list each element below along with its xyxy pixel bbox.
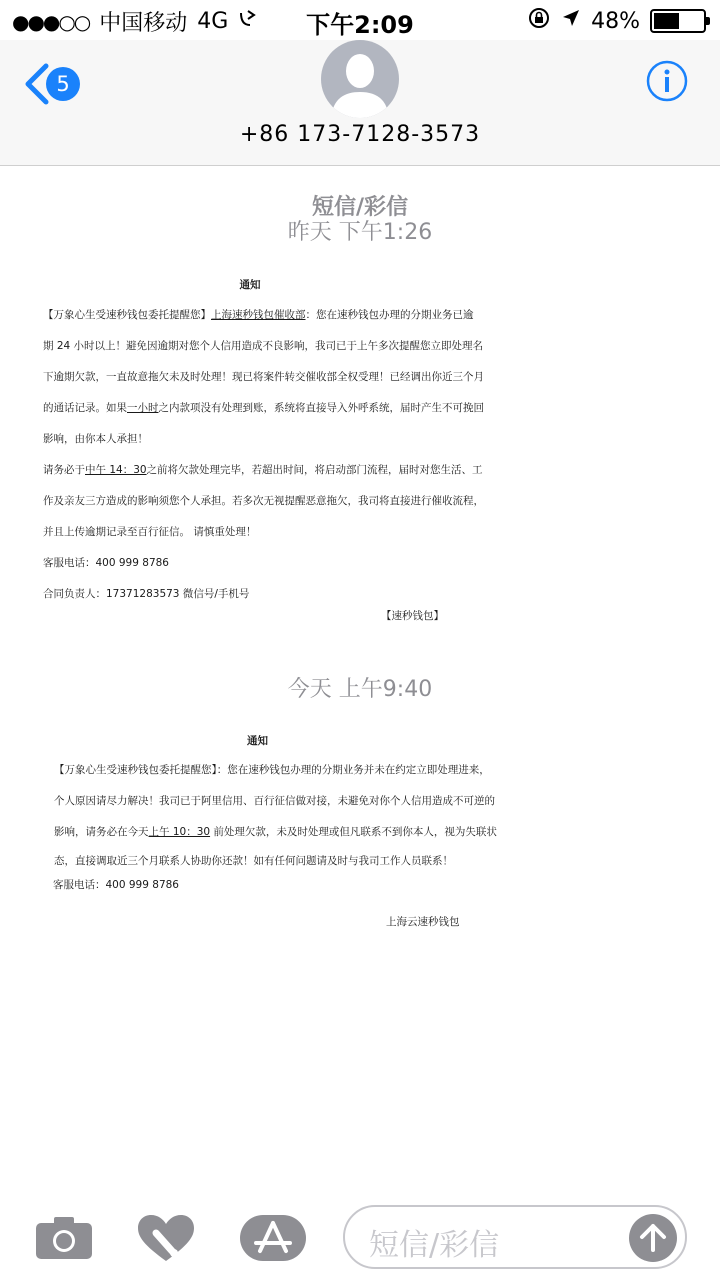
- message2-line2: 个人原因请尽力解决！我司已于阿里信用、百行征信做对接，未避免对你个人信用造成不可逆的: [54, 795, 495, 807]
- arrow-up-icon: [629, 1214, 677, 1262]
- network-type: 4G: [197, 9, 229, 34]
- message2-signature: 上海云速秒钱包: [386, 916, 460, 928]
- message1-line9: 客服电话：400 999 8786: [43, 557, 169, 569]
- heart-hand-icon: [138, 1215, 194, 1263]
- input-bar: [0, 1195, 720, 1280]
- message2-line3-c: 前处理欠款，未及时处理或但凡联系不到你本人，视为失联状: [210, 826, 497, 838]
- message1-line1-c: ：您在速秒钱包办理的分期业务已逾: [305, 309, 474, 321]
- camera-button[interactable]: [36, 1217, 92, 1263]
- timestamp-today: 今天 上午9:40: [287, 677, 433, 702]
- message1-line7: 作及亲友三方造成的影响须您个人承担。若多次无视提醒恶意拖欠，我司将直接进行催收流程，: [43, 495, 484, 507]
- person-silhouette-icon: [321, 40, 399, 118]
- rotation-lock-icon: [527, 6, 551, 36]
- digital-touch-button[interactable]: [138, 1215, 194, 1267]
- message1-line6-a: 请务必于: [43, 464, 85, 476]
- app-store-button[interactable]: [240, 1215, 306, 1265]
- signal-strength: ●●●○○: [12, 9, 90, 34]
- message1-signature: 【速秒钱包】: [381, 610, 444, 622]
- message1-line1-a: 【万象心生受速秒钱包委托提醒您】: [43, 309, 211, 321]
- message-input-placeholder: 短信/彩信: [369, 1228, 500, 1263]
- timestamp-yesterday: 昨天 下午1:26: [287, 220, 433, 245]
- send-button[interactable]: [629, 1214, 677, 1262]
- message-input[interactable]: [343, 1205, 687, 1269]
- info-button[interactable]: [646, 60, 688, 102]
- contact-number[interactable]: +86 173-7128-3573: [239, 122, 481, 147]
- app-store-icon: [240, 1215, 306, 1261]
- message1-line4-b: 一小时: [127, 402, 159, 414]
- status-bar: [0, 0, 720, 40]
- message2-title: 通知: [247, 735, 268, 747]
- battery-icon: [650, 9, 706, 33]
- thread-type-label: 短信/彩信: [311, 195, 409, 220]
- message1-line4-c: 之内款项没有处理到账，系统将直接导入外呼系统，届时产生不可挽回: [158, 402, 484, 414]
- message1-line10: 合同负责人：17371283573 微信号/手机号: [43, 588, 250, 600]
- message1-line5: 影响，由你本人承担！: [43, 433, 148, 445]
- battery-percent: 48%: [591, 8, 640, 34]
- message1-line6-c: 之前将欠款处理完毕，若超出时间，将启动部门流程，届时对您生活、工: [146, 464, 483, 476]
- camera-icon: [36, 1217, 92, 1259]
- status-right: [527, 6, 706, 36]
- contact-avatar[interactable]: [321, 40, 399, 118]
- message2-line3: [54, 824, 497, 839]
- message1-line6-b: 中午 14：30: [85, 464, 147, 476]
- message1-title: 通知: [239, 279, 261, 291]
- message1-line6: [43, 462, 483, 477]
- message1-line2: 期 24 小时以上！避免因逾期对您个人信用造成不良影响，我司已于上午多次提醒您立即处理名: [43, 340, 484, 352]
- conversation-header: [0, 40, 720, 166]
- status-time: 下午2:09: [306, 11, 414, 39]
- message1-line4: [43, 400, 484, 415]
- location-icon: [561, 8, 581, 34]
- message1-line3: 下逾期欠款，一直故意拖欠未及时处理！现已将案件转交催收部全权受理！已经调出你近三个月: [43, 371, 484, 383]
- carrier-name: 中国移动: [99, 11, 188, 36]
- message2-line3-a: 影响，请务必在今天: [54, 826, 149, 838]
- mms-image-1[interactable]: [40, 275, 484, 625]
- info-icon: [646, 60, 688, 102]
- message2-line5: 客服电话：400 999 8786: [53, 879, 179, 891]
- message1-line1-b: 上海速秒钱包催收部: [211, 309, 306, 321]
- message1-line4-a: 的通话记录。如果: [43, 402, 127, 414]
- message2-line4: 态，直接调取近三个月联系人协助你还款！如有任何问题请及时与我司工作人员联系！: [54, 855, 453, 867]
- message2-line1: 【万象心生受速秒钱包委托提醒您】：您在速秒钱包办理的分期业务并未在约定立即处理进来，: [54, 764, 490, 776]
- back-button[interactable]: [22, 62, 80, 106]
- battery-level-fill: [654, 13, 679, 29]
- unread-count-badge: 5: [46, 67, 80, 101]
- mms-image-2[interactable]: [50, 732, 497, 932]
- message1-line8: 并且上传逾期记录至百行征信。 请慎重处理！: [43, 526, 257, 538]
- message1-line1: [43, 307, 474, 322]
- message2-line3-b: 上午 10：30: [148, 826, 211, 838]
